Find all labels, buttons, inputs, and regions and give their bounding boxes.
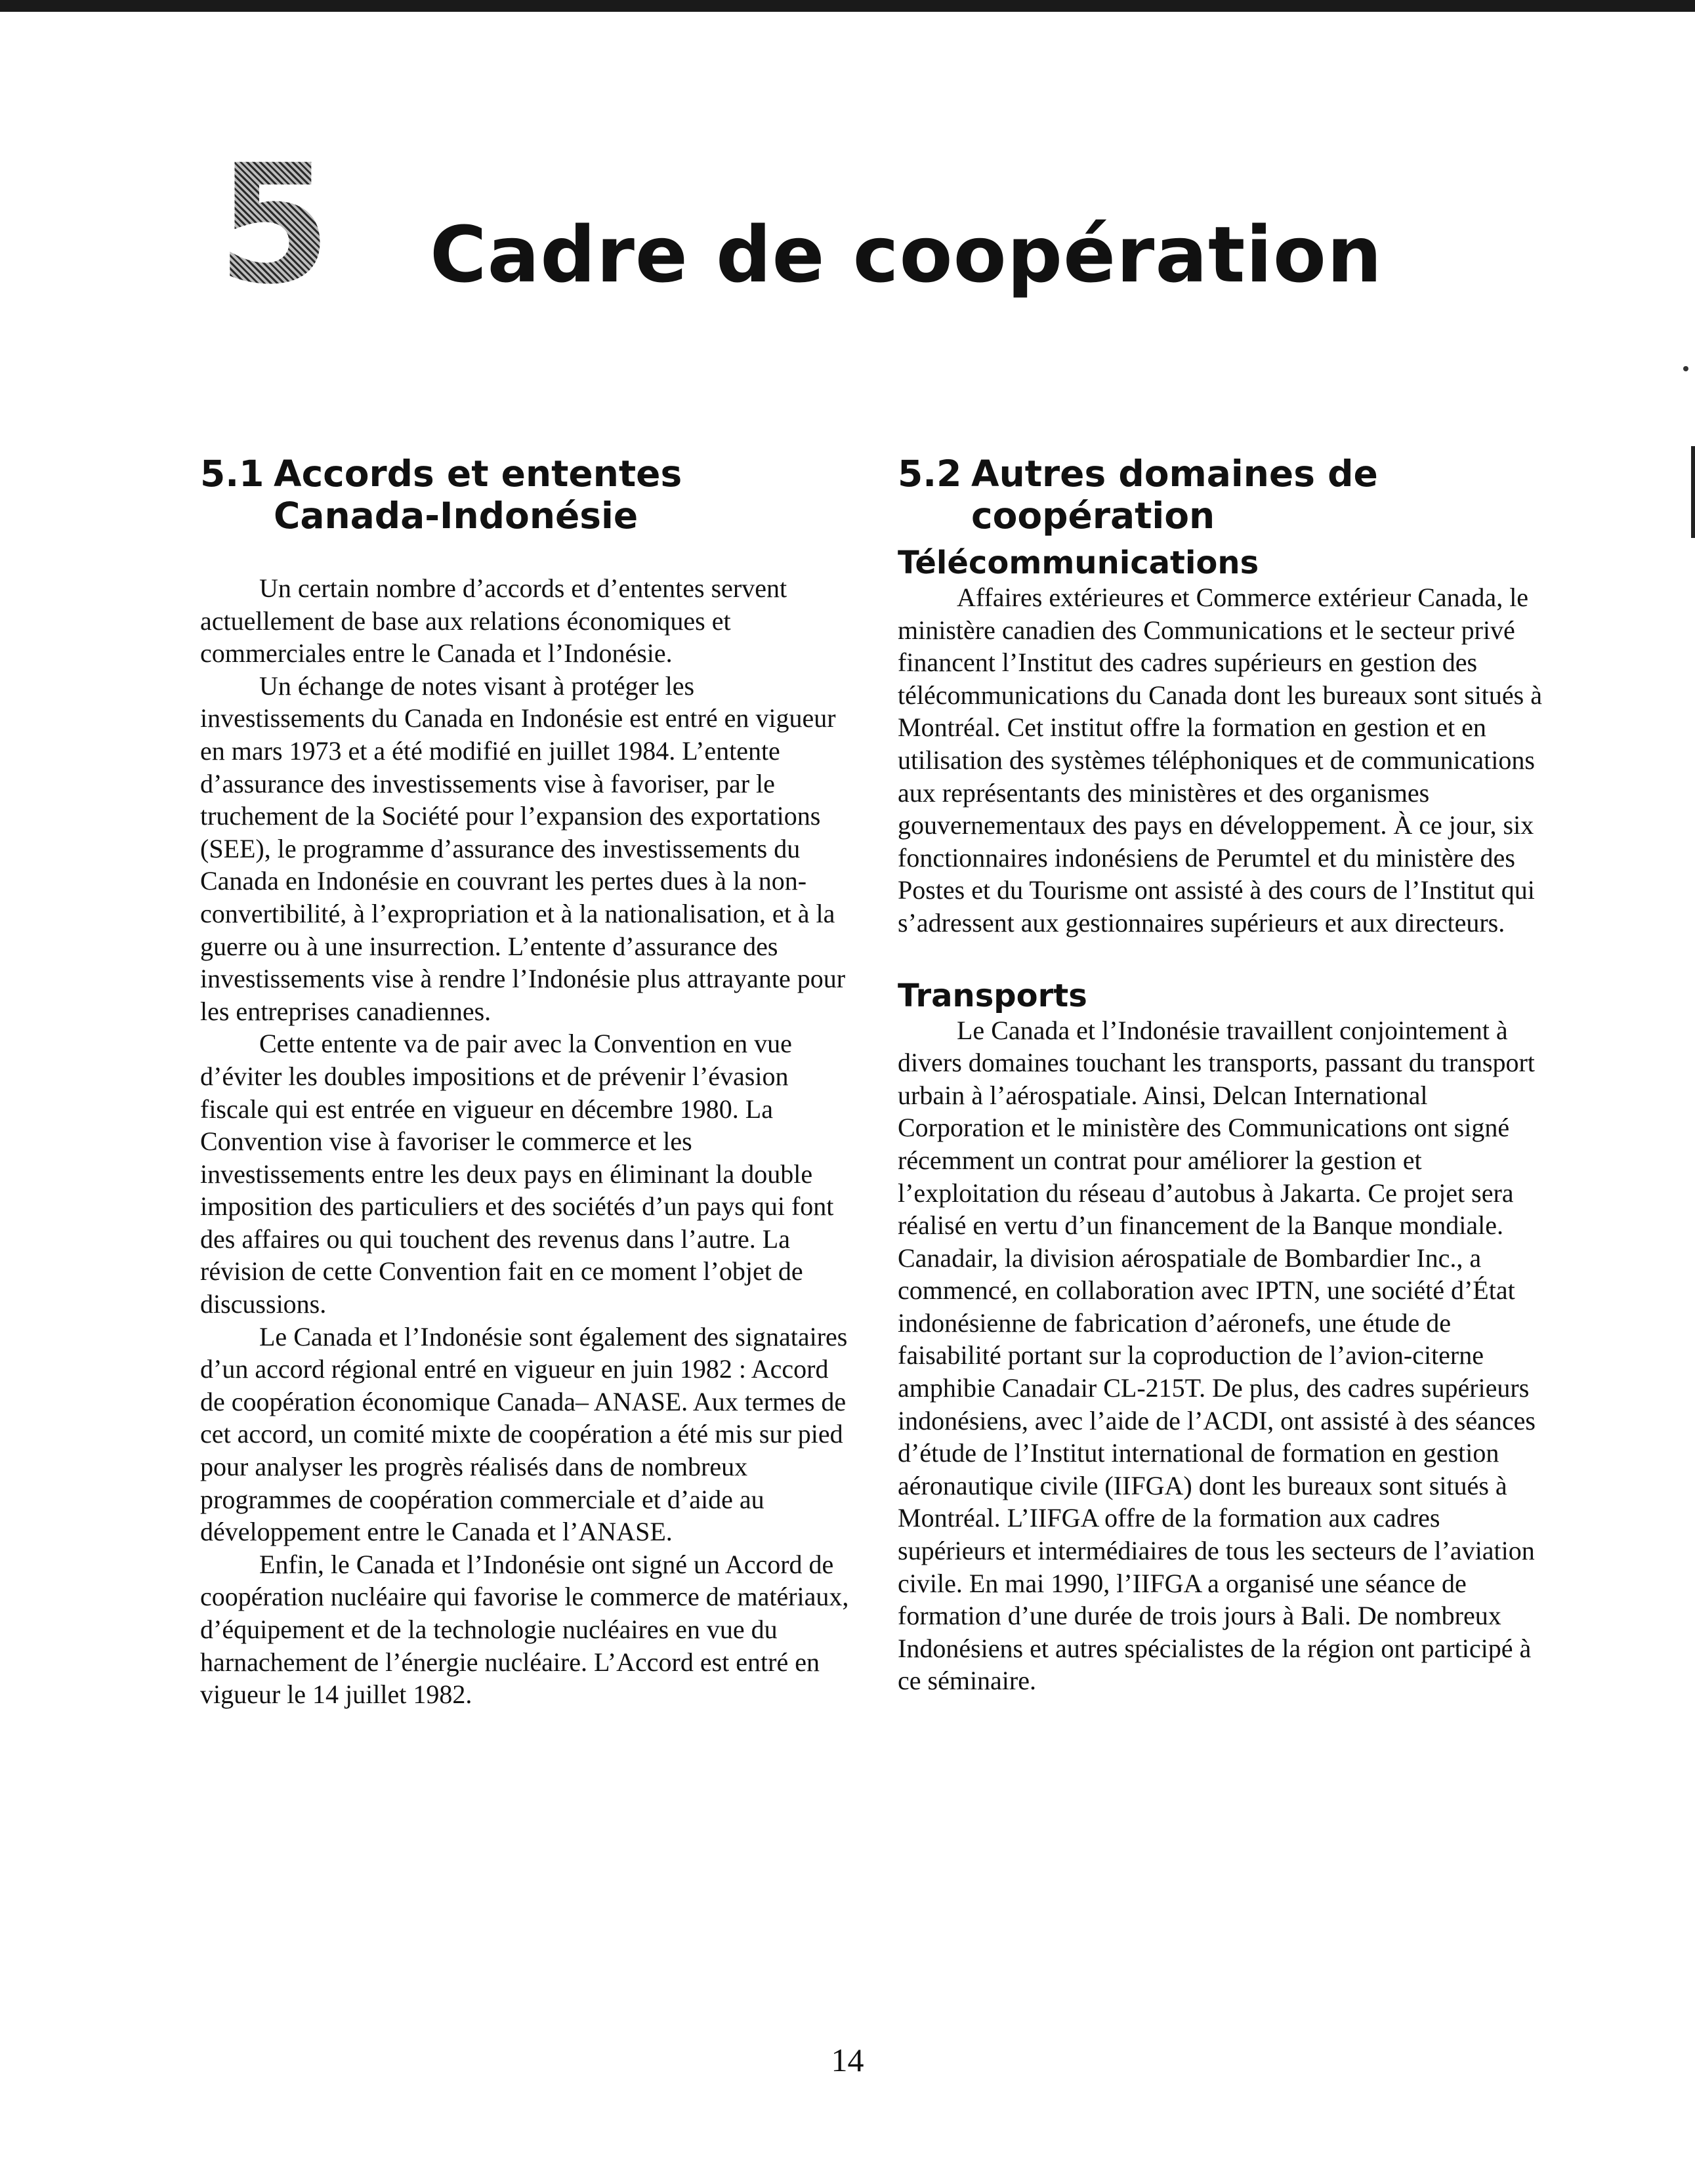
section-number: 5.2 — [898, 453, 962, 495]
chapter-number: 5 — [215, 156, 333, 294]
section-title-line2: coopération — [971, 495, 1215, 537]
right-column — [898, 453, 1554, 1697]
subheading-telecommunications: Télécommunications — [898, 545, 1259, 581]
scan-edge-mark — [1691, 446, 1695, 538]
paragraph: Un certain nombre d’accords et d’ententes servent actuellement de base aux relations économiques et commerciales entre le Canada et l’Indonésie. — [200, 573, 787, 669]
section-heading-5-2 — [898, 453, 1554, 537]
section-number: 5.1 — [200, 453, 264, 495]
spacer — [898, 537, 1554, 545]
paragraph: Enfin, le Canada et l’Indonésie ont signé un Accord de coopération nucléaire qui favorise le commerce de matériaux, d’équipement et de la technologie nucléaires en vue du harnachement de l’énergie nucléaire. L’Accord est entré en vigueur le 14 juillet 1982. — [200, 1549, 849, 1710]
section-title-line1: Autres domaines de — [971, 453, 1378, 495]
paragraph: Affaires extérieures et Commerce extérieur Canada, le ministère canadien des Communications et le secteur privé financent l’Institut des cadres supérieurs en gestion des télécommunications du Canada dont les bureaux sont situés à Montréal. Cet institut offre la formation en gestion et en utilisation des systèmes téléphoniques et de communications aux représentants des ministères et des organismes gouvernementaux des pays en développement. À ce jour, six fonctionnaires indonésiens de Perumtel et du ministère des Postes et du Tourisme ont assisté à des cours de l’Institut qui s’adressent aux gestionnaires supérieurs et aux directeurs. — [898, 583, 1542, 937]
section-heading-5-1 — [200, 453, 856, 537]
scan-top-border — [0, 0, 1695, 12]
subheading-transports: Transports — [898, 977, 1087, 1014]
scan-speck — [1683, 366, 1688, 371]
section-title-line2: Canada-Indonésie — [274, 495, 638, 537]
spacer — [200, 537, 856, 572]
paragraph: Le Canada et l’Indonésie travaillent conjointement à divers domaines touchant les transports, passant du transport urbain à l’aérospatiale. Ainsi, Delcan International Corporation et le ministère des Communications ont signé récemment un contrat pour améliorer la gestion et l’exploitation du réseau d’autobus à Jakarta. Ce projet sera réalisé en vertu d’un financement de la Banque mondiale. Canadair, la division aérospatiale de Bombardier Inc., a commencé, en collaboration avec IPTN, une société d’État indonésienne de fabrication d’aéronefs, une étude de faisabilité portant sur la coproduction de l’avion-citerne amphibie Canadair CL-215T. De plus, des cadres supérieurs indonésiens, avec l’aide de l’ACDI, ont assisté à des séances d’étude de l’Institut international de formation en gestion aéronautique civile (IIFGA) dont les bureaux sont situés à Montréal. L’IIFGA offre de la formation aux cadres supérieurs et intermédiaires de tous les secteurs de l’aviation civile. En mai 1990, l’IIFGA a organisé une séance de formation d’une durée de trois jours à Bali. De nombreux Indonésiens et autres spécialistes de la région ont participé à ce séminaire. — [898, 1015, 1536, 1696]
paragraph: Un échange de notes visant à protéger les investissements du Canada en Indonésie est entré en vigueur en mars 1973 et a été modifié en juillet 1984. L’entente d’assurance des investissements vise à favoriser, par le truchement de la Société pour l’expansion des exportations (SEE), le programme d’assurance des investissements du Canada en Indonésie en couvrant les pertes dues à la non-convertibilité, à l’expropriation et à la nationalisation, et à la guerre ou à une insurrection. L’entente d’assurance des investissements vise à rendre l’Indonésie plus attrayante pour les entreprises canadiennes. — [200, 670, 846, 1026]
spacer — [898, 939, 1554, 978]
paragraph: Cette entente va de pair avec la Convention en vue d’éviter les doubles impositions et de prévenir l’évasion fiscale qui est entrée en vigueur en décembre 1980. La Convention vise à favoriser le commerce et les investissements entre les deux pays en éliminant la double imposition des particuliers et des sociétés d’un pays qui font des affaires ou qui touchent des revenus dans l’autre. La révision de cette Convention fait en ce moment l’objet de discussions. — [200, 1029, 834, 1319]
left-column — [200, 453, 856, 1711]
chapter-title: Cadre de coopération — [430, 209, 1383, 300]
page-number: 14 — [831, 2042, 864, 2078]
section-title-line1: Accords et ententes — [274, 453, 682, 495]
paragraph: Le Canada et l’Indonésie sont également des signataires d’un accord régional entré en vigueur en juin 1982 : Accord de coopération économique Canada– ANASE. Aux termes de cet accord, un comité mixte de coopération a été mis sur pied pour analyser les progrès réalisés dans de nombreux programmes de coopération commerciale et d’aide au développement entre le Canada et l’ANASE. — [200, 1321, 848, 1547]
